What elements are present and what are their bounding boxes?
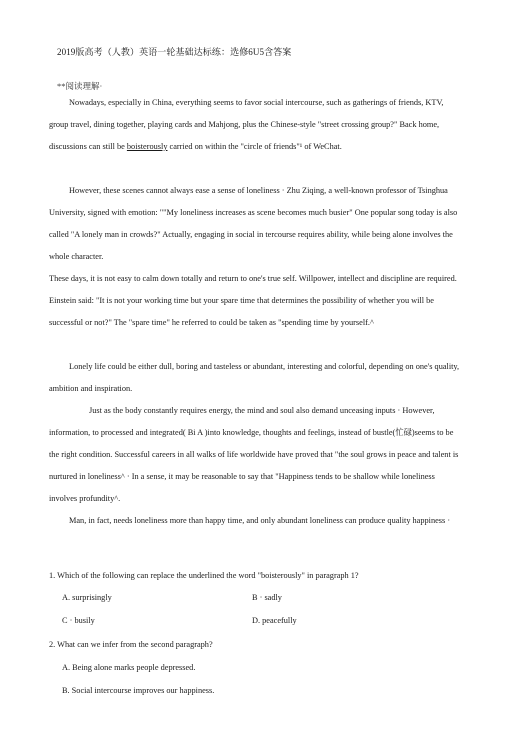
question-2-stem: 2. What can we infer from the second paragraph? [49,640,213,649]
paragraph-1-pre: Nowadays, especially in China, everything seems to favor social intercourse, such as gatherings of friends, KTV, group travel, dining together, playing cards and Mahjong, plus the Chinese-style "street crossing group?" Back home, discussions can still be [49,98,444,151]
question-1-option-b: B · sadly [252,593,282,602]
paragraph-5: Just as the body constantly requires energy, the mind and soul also demand unceasing inputs · However, information, to processed and integrated( Bi A )into knowledge, thoughts and feelings, instead of bustle(忙碌)seems to be the right condition. Successful careers in all walks of life worldwide have proved that "the soul grows in peace and talent is nurtured in loneliness^ · In a sense, it may be reasonable to say that "Happiness tends to be shallow while loneliness involves profundity^. [49,406,459,503]
underlined-word: boisterously [126,142,168,151]
question-2-option-b: B. Social intercourse improves our happiness. [62,686,215,695]
section-heading: **阅读理解· [57,81,103,91]
question-1-option-c: C · busily [62,616,95,625]
question-1-stem: 1. Which of the following can replace the underlined the word "boisterously" in paragraph 1? [49,571,359,580]
page-title: 2019版高考（人教）英语一轮基础达标练：选修6U5含答案 [57,47,292,57]
question-1-option-d: D. peacefully [252,616,297,625]
paragraph-4: Lonely life could be either dull, boring and tasteless or abundant, interesting and colorful, depending on one's quality, ambition and inspiration. [49,362,460,393]
paragraph-2: However, these scenes cannot always ease a sense of loneliness · Zhu Ziqing, a well-known professor of Tsinghua University, signed with emotion: ""My loneliness increases as scene becomes much busier" One popular song today is also called "A lonely man in crowds?" Actually, engaging in social in tercourse requires ability, while being alone involves the whole character. [49,186,458,261]
question-2-option-a: A. Being alone marks people depressed. [62,663,196,672]
paragraph-6: Man, in fact, needs loneliness more than happy time, and only abundant loneliness can produce quality happiness · [69,516,451,525]
paragraph-1-post: carried on within the "circle of friends"¹ of WeChat. [167,142,342,151]
paragraph-1 [49,92,461,158]
paragraph-3: These days, it is not easy to calm down totally and return to one's true self. Willpower, intellect and discipline are required. Einstein said: "It is not your working time but your spare time that determines the possibility of whether you will be successful or not?" The "spare time" he referred to could be taken as "spending time by yourself.^ [49,274,457,327]
question-1-option-a: A. surprisingly [62,593,112,602]
